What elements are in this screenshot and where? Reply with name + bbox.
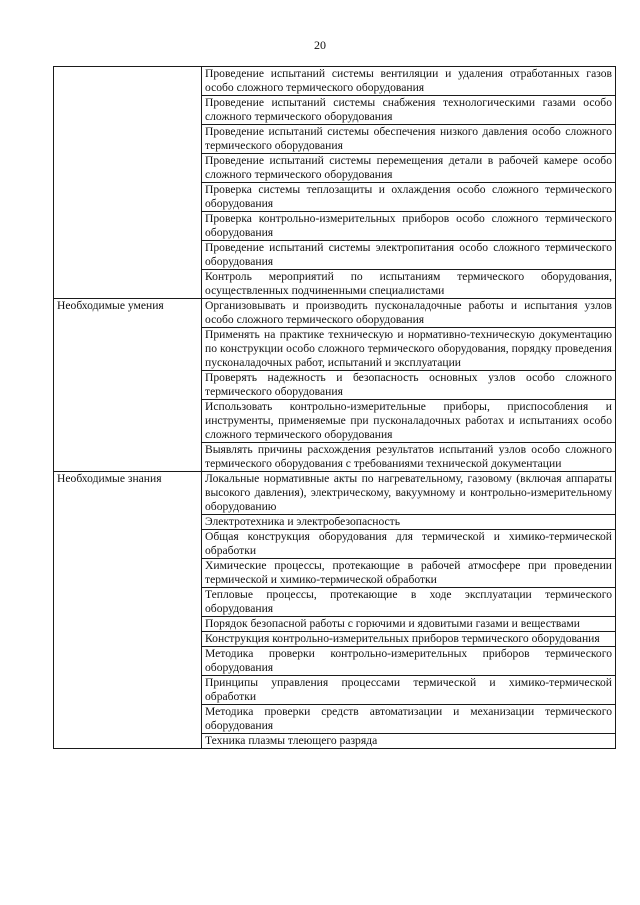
table-row bbox=[54, 67, 616, 96]
row-label-skills: Необходимые умения bbox=[54, 299, 202, 472]
table-cell: Порядок безопасной работы с горючими и ядовитыми газами и веществами bbox=[202, 617, 616, 632]
table-cell: Выявлять причины расхождения результатов испытаний узлов особо сложного термического оборудования с требованиями технической документации bbox=[202, 443, 616, 472]
table-cell: Проведение испытаний системы электропитания особо сложного термического оборудования bbox=[202, 241, 616, 270]
table-cell: Проверка системы теплозащиты и охлаждения особо сложного термического оборудования bbox=[202, 183, 616, 212]
competency-table bbox=[53, 66, 616, 749]
table-cell: Электротехника и электробезопасность bbox=[202, 515, 616, 530]
table-cell: Проведение испытаний системы перемещения детали в рабочей камере особо сложного термического оборудования bbox=[202, 154, 616, 183]
table-cell: Проведение испытаний системы вентиляции и удаления отработанных газов особо сложного термического оборудования bbox=[202, 67, 616, 96]
table-row bbox=[54, 472, 616, 515]
table-cell: Применять на практике техническую и нормативно-техническую документацию по конструкции особо сложного термического оборудования, порядку проведения пусконаладочных работ, испытаний и эксплуатации bbox=[202, 328, 616, 371]
table-cell: Тепловые процессы, протекающие в ходе эксплуатации термического оборудования bbox=[202, 588, 616, 617]
table-cell: Проведение испытаний системы обеспечения низкого давления особо сложного термического оборудования bbox=[202, 125, 616, 154]
table-cell: Проверка контрольно-измерительных приборов особо сложного термического оборудования bbox=[202, 212, 616, 241]
table-cell: Проверять надежность и безопасность основных узлов особо сложного термического оборудования bbox=[202, 371, 616, 400]
table-cell: Методика проверки средств автоматизации и механизации термического оборудования bbox=[202, 705, 616, 734]
table-cell: Общая конструкция оборудования для термической и химико-термической обработки bbox=[202, 530, 616, 559]
table-cell: Проведение испытаний системы снабжения технологическими газами особо сложного термического оборудования bbox=[202, 96, 616, 125]
table-cell: Химические процессы, протекающие в рабочей атмосфере при проведении термической и химико-термической обработки bbox=[202, 559, 616, 588]
table-cell: Локальные нормативные акты по нагревательному, газовому (включая аппараты высокого давления), электрическому, вакуумному и контрольно-измерительному оборудованию bbox=[202, 472, 616, 515]
table-cell: Принципы управления процессами термической и химико-термической обработки bbox=[202, 676, 616, 705]
table-cell: Организовывать и производить пусконаладочные работы и испытания узлов особо сложного термического оборудования bbox=[202, 299, 616, 328]
table-cell: Контроль мероприятий по испытаниям термического оборудования, осуществленных подчиненными специалистами bbox=[202, 270, 616, 299]
row-label bbox=[54, 67, 202, 299]
page-number: 20 bbox=[314, 38, 326, 52]
table-cell: Техника плазмы тлеющего разряда bbox=[202, 734, 616, 749]
table-cell: Методика проверки контрольно-измерительных приборов термического оборудования bbox=[202, 647, 616, 676]
row-label-knowledge: Необходимые знания bbox=[54, 472, 202, 749]
table-row bbox=[54, 299, 616, 328]
table-cell: Конструкция контрольно-измерительных приборов термического оборудования bbox=[202, 632, 616, 647]
table-cell: Использовать контрольно-измерительные приборы, приспособления и инструменты, применяемые при пусконаладочных работах и испытаниях особо сложного термического оборудования bbox=[202, 400, 616, 443]
